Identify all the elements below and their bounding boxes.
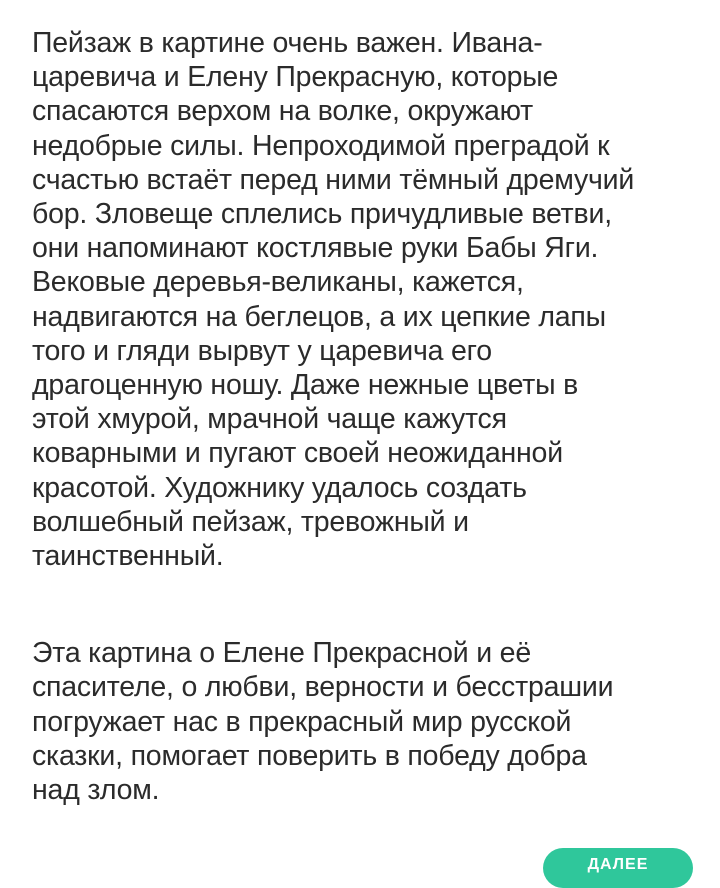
next-button[interactable] [543,848,693,888]
text-line: таинственный. [32,540,224,573]
text-line: сказки, помогает поверить в победу добра [32,739,587,772]
text-line: бор. Зловеще сплелись причудливые ветви, [32,198,612,231]
text-line: спасителе, о любви, верности и бесстрашии [32,671,614,704]
paragraph-conclusion [32,636,702,807]
text-line: царевича и Елену Прекрасную, которые [32,61,559,94]
text-line: драгоценную ношу. Даже нежные цветы в [32,369,579,402]
text-line: волшебный пейзаж, тревожный и [32,505,469,538]
text-line: красотой. Художнику удалось создать [32,471,527,504]
text-line: погружает нас в прекрасный мир русской [32,705,572,738]
text-line: коварными и пугают своей неожиданной [32,437,563,470]
next-button-label: ДАЛЕЕ [587,856,649,873]
text-line: они напоминают костлявые руки Бабы Яги. [32,232,599,265]
text-line: надвигаются на беглецов, а их цепкие лапы [32,300,606,333]
answer-text [32,26,702,807]
text-line: того и гляди вырвут у царевича его [32,334,492,367]
text-line: над злом. [32,774,160,807]
text-line: недобрые силы. Непроходимой преградой к [32,129,610,162]
text-line: Пейзаж в картине очень важен. Ивана- [32,27,543,59]
text-line: этой хмурой, мрачной чаще кажутся [32,403,507,436]
text-line: счастью встаёт перед ними тёмный дремучий [32,163,635,196]
text-line: Вековые деревья-великаны, кажется, [32,266,524,299]
text-line: Эта картина о Елене Прекрасной и её [32,637,531,670]
paragraph-landscape [32,26,702,573]
text-line: спасаются верхом на волке, окружают [32,95,534,128]
